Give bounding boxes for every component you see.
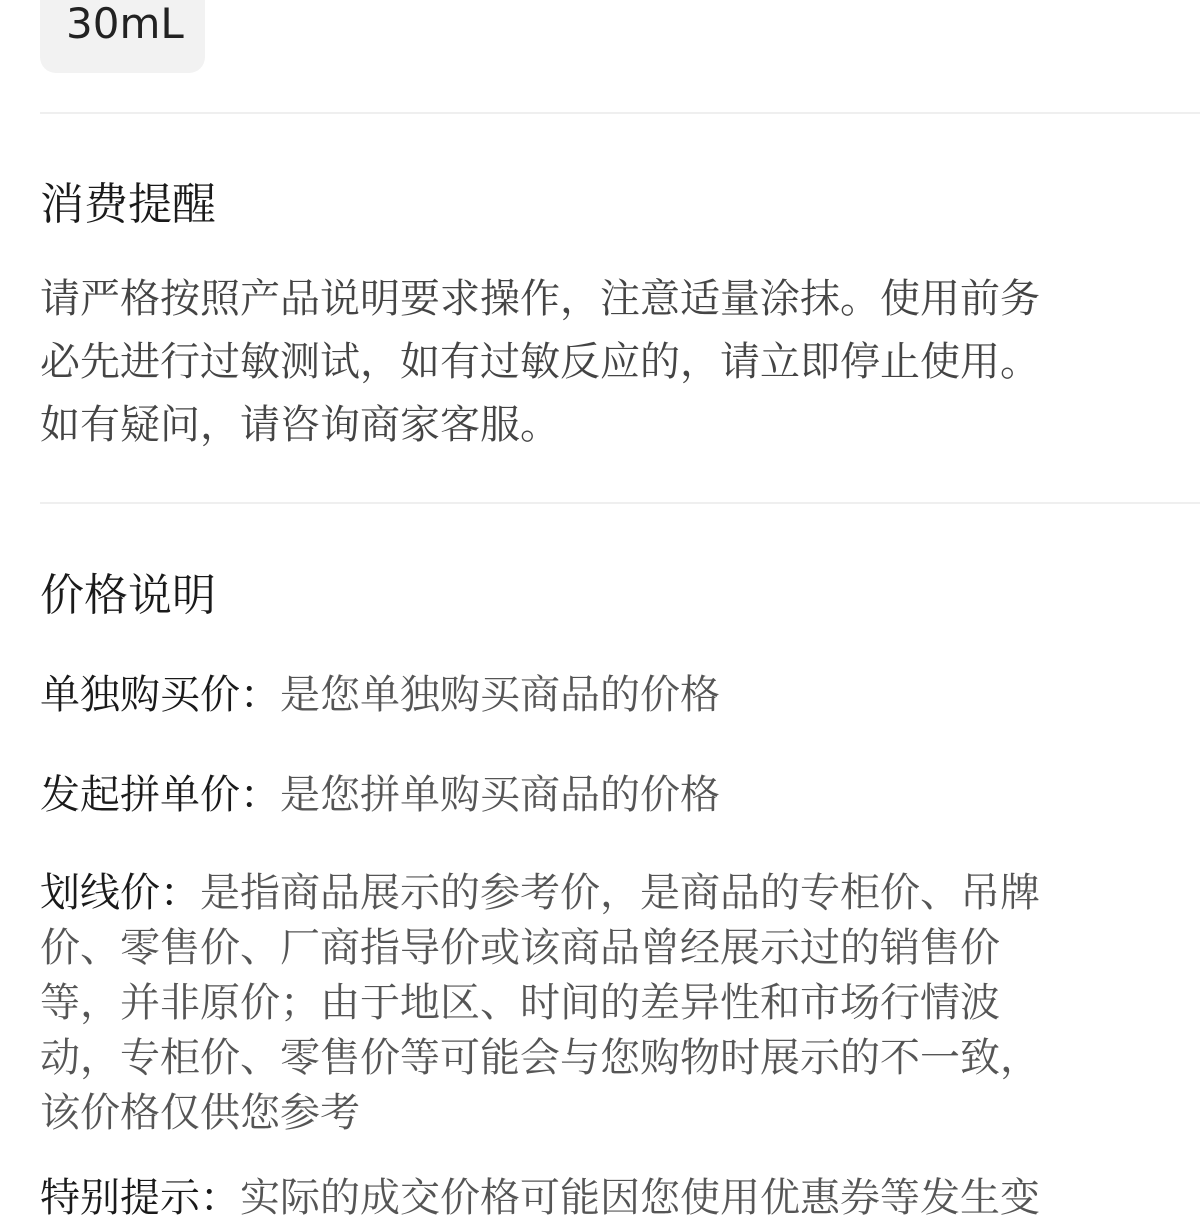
consumer-notice-title: 消费提醒 bbox=[40, 179, 216, 230]
special-notice-text: 实际的成交价格可能因您使用优惠券等发生变 bbox=[240, 1175, 1040, 1221]
strike-price-label: 划线价： bbox=[40, 870, 200, 916]
consumer-notice-body bbox=[40, 268, 1170, 457]
section-divider bbox=[40, 502, 1200, 504]
spec-option-label: 30mL bbox=[66, 0, 184, 48]
special-notice-row bbox=[40, 1170, 1170, 1226]
strike-price-line: 是指商品展示的参考价，是商品的专柜价、吊牌 bbox=[200, 870, 1040, 916]
notice-line: 如有疑问，请咨询商家客服。 bbox=[40, 402, 560, 448]
group-price-label: 发起拼单价： bbox=[40, 772, 280, 818]
solo-price-label: 单独购买价： bbox=[40, 672, 280, 718]
spec-option-30ml[interactable] bbox=[40, 0, 205, 73]
strike-price-block bbox=[40, 866, 1170, 1141]
group-price-text: 是您拼单购买商品的价格 bbox=[280, 772, 720, 818]
notice-line: 必先进行过敏测试，如有过敏反应的，请立即停止使用。 bbox=[40, 339, 1040, 385]
strike-price-line: 价、零售价、厂商指导价或该商品曾经展示过的销售价 bbox=[40, 925, 1000, 971]
solo-price-row bbox=[40, 667, 1170, 723]
solo-price-text: 是您单独购买商品的价格 bbox=[280, 672, 720, 718]
section-divider bbox=[40, 112, 1200, 114]
strike-price-line: 等，并非原价；由于地区、时间的差异性和市场行情波 bbox=[40, 980, 1000, 1026]
strike-price-line: 动，专柜价、零售价等可能会与您购物时展示的不一致， bbox=[40, 1035, 1040, 1081]
special-notice-label: 特别提示： bbox=[40, 1175, 240, 1221]
notice-line: 请严格按照产品说明要求操作，注意适量涂抹。使用前务 bbox=[40, 276, 1040, 322]
group-price-row bbox=[40, 767, 1170, 823]
strike-price-line: 该价格仅供您参考 bbox=[40, 1090, 360, 1136]
price-info-title: 价格说明 bbox=[40, 570, 216, 621]
